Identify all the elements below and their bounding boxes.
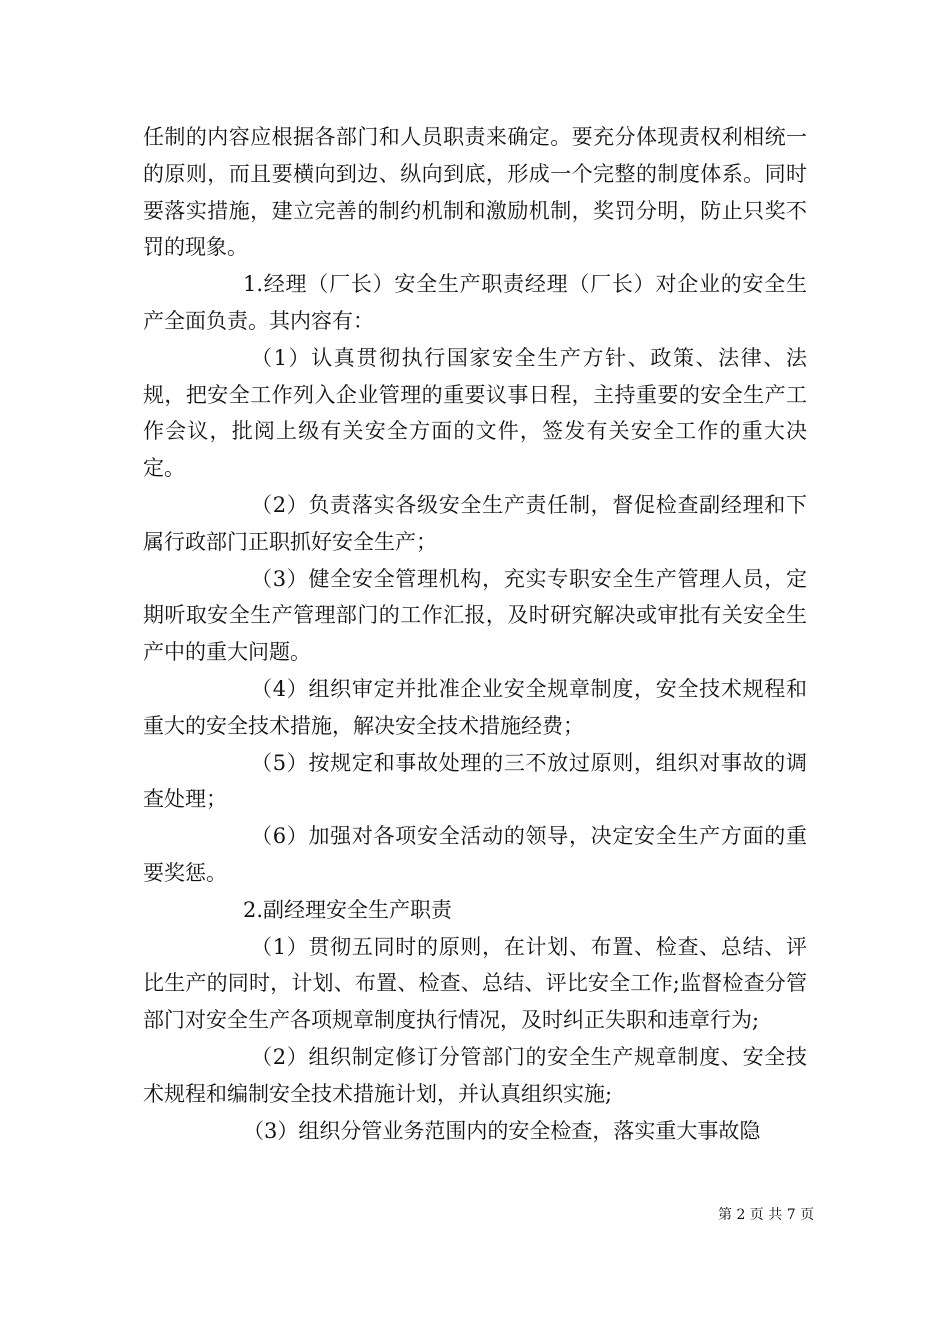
paragraph-item-2: （2）负责落实各级安全生产责任制，督促检查副经理和下属行政部门正职抓好安全生产； <box>143 492 807 554</box>
paragraph-item-6: （6）加强对各项安全活动的领导，决定安全生产方面的重要奖惩。 <box>143 824 807 885</box>
paragraph-section-2-item-2: （2）组织制定修订分管部门的安全生产规章制度、安全技术规程和编制安全技术措施计划，并认真组织实施; <box>143 1044 807 1106</box>
paragraph-item-1: （1）认真贯彻执行国家安全生产方针、政策、法律、法规，把安全工作列入企业管理的重要议事日程，主持重要的安全生产工作会议，批阅上级有关安全方面的文件，签发有关安全工作的重大决定。 <box>143 345 807 481</box>
paragraph-section-1-heading: 1.经理（厂长）安全生产职责经理（厂长）对企业的安全生产全面负责。其内容有： <box>143 272 807 333</box>
paragraph-intro: 任制的内容应根据各部门和人员职责来确定。要充分体现责权利相统一的原则，而且要横向到边、纵向到底，形成一个完整的制度体系。同时要落实措施，建立完善的制约机制和激励机制，奖罚分明，防止只奖不罚的现象。 <box>143 125 807 260</box>
page-number-footer: 第 2 页 共 7 页 <box>718 1207 815 1223</box>
paragraph-section-2-item-3: （3）组织分管业务范围内的安全检查，落实重大事故隐 <box>243 1118 761 1143</box>
paragraph-section-2-heading: 2.副经理安全生产职责 <box>243 897 453 922</box>
paragraph-item-5: （5）按规定和事故处理的三不放过原则，组织对事故的调查处理； <box>143 750 807 812</box>
paragraph-section-2-item-1: （1）贯彻五同时的原则，在计划、布置、检查、总结、评比生产的同时，计划、布置、检查、总结、评比安全工作;监督检查分管部门对安全生产各项规章制度执行情况，及时纠正失职和违章行为; <box>143 934 807 1033</box>
paragraph-item-4: （4）组织审定并批准企业安全规章制度，安全技术规程和重大的安全技术措施，解决安全技术措施经费； <box>143 676 807 738</box>
paragraph-item-3: （3）健全安全管理机构，充实专职安全生产管理人员，定期听取安全生产管理部门的工作汇报，及时研究解决或审批有关安全生产中的重大问题。 <box>143 566 807 665</box>
document-body <box>143 119 807 1149</box>
